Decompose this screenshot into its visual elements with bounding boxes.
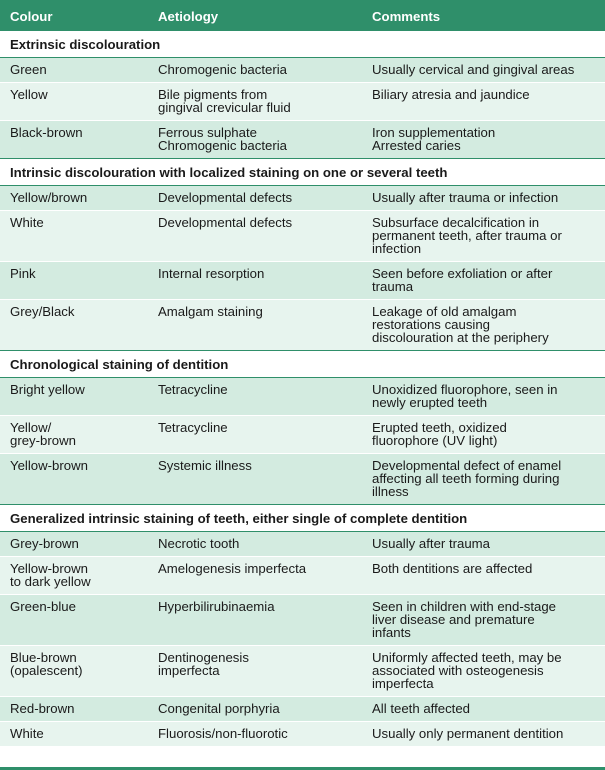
cell-aetiology: Tetracycline — [148, 416, 362, 454]
cell-comments: Usually after trauma — [362, 532, 605, 557]
header-row — [0, 3, 605, 31]
cell-comments: Uniformly affected teeth, may be associated with osteogenesis imperfecta — [362, 646, 605, 697]
cell-comments: Usually after trauma or infection — [362, 186, 605, 211]
table-row — [0, 697, 605, 722]
table-row — [0, 262, 605, 300]
cell-comments: Seen in children with end-stage liver disease and premature infants — [362, 595, 605, 646]
cell-colour: Blue-brown (opalescent) — [0, 646, 148, 697]
cell-colour: Pink — [0, 262, 148, 300]
cell-comments: Biliary atresia and jaundice — [362, 83, 605, 121]
cell-comments: Leakage of old amalgam restorations causing discolouration at the periphery — [362, 300, 605, 351]
cell-colour: Bright yellow — [0, 378, 148, 416]
cell-colour: Yellow-brown to dark yellow — [0, 557, 148, 595]
cell-aetiology: Necrotic tooth — [148, 532, 362, 557]
table-row — [0, 557, 605, 595]
cell-aetiology: Amalgam staining — [148, 300, 362, 351]
cell-comments: Unoxidized fluorophore, seen in newly erupted teeth — [362, 378, 605, 416]
table-row — [0, 722, 605, 747]
section-title: Extrinsic discolouration — [0, 31, 605, 58]
cell-aetiology: Bile pigments from gingival crevicular fluid — [148, 83, 362, 121]
header-comments: Comments — [362, 3, 605, 31]
cell-comments: All teeth affected — [362, 697, 605, 722]
cell-comments: Iron supplementation Arrested caries — [362, 121, 605, 159]
cell-colour: White — [0, 722, 148, 747]
cell-colour: Yellow/brown — [0, 186, 148, 211]
table-row — [0, 186, 605, 211]
cell-aetiology: Dentinogenesis imperfecta — [148, 646, 362, 697]
table-row — [0, 58, 605, 83]
table-row — [0, 595, 605, 646]
header-colour: Colour — [0, 3, 148, 31]
cell-comments: Both dentitions are affected — [362, 557, 605, 595]
cell-colour: Yellow — [0, 83, 148, 121]
tooth-discolouration-table — [0, 3, 605, 746]
cell-aetiology: Amelogenesis imperfecta — [148, 557, 362, 595]
section-title: Generalized intrinsic staining of teeth, either single of complete dentition — [0, 505, 605, 532]
table-row — [0, 300, 605, 351]
section-header-row — [0, 351, 605, 378]
header-aetiology: Aetiology — [148, 3, 362, 31]
table-row — [0, 646, 605, 697]
cell-comments: Erupted teeth, oxidized fluorophore (UV light) — [362, 416, 605, 454]
cell-aetiology: Systemic illness — [148, 454, 362, 505]
section-title: Intrinsic discolouration with localized staining on one or several teeth — [0, 159, 605, 186]
table-row — [0, 532, 605, 557]
cell-aetiology: Developmental defects — [148, 186, 362, 211]
cell-colour: Grey/Black — [0, 300, 148, 351]
cell-colour: Green-blue — [0, 595, 148, 646]
cell-comments: Usually cervical and gingival areas — [362, 58, 605, 83]
section-header-row — [0, 505, 605, 532]
table-row — [0, 416, 605, 454]
cell-colour: Yellow-brown — [0, 454, 148, 505]
section-title: Chronological staining of dentition — [0, 351, 605, 378]
table-row — [0, 83, 605, 121]
cell-colour: Red-brown — [0, 697, 148, 722]
cell-aetiology: Developmental defects — [148, 211, 362, 262]
cell-colour: White — [0, 211, 148, 262]
cell-aetiology: Fluorosis/non-fluorotic — [148, 722, 362, 747]
cell-comments: Seen before exfoliation or after trauma — [362, 262, 605, 300]
cell-colour: Yellow/ grey-brown — [0, 416, 148, 454]
table-row — [0, 454, 605, 505]
cell-aetiology: Congenital porphyria — [148, 697, 362, 722]
table-row — [0, 378, 605, 416]
cell-comments: Subsurface decalcification in permanent teeth, after trauma or infection — [362, 211, 605, 262]
cell-comments: Usually only permanent dentition — [362, 722, 605, 747]
cell-aetiology: Internal resorption — [148, 262, 362, 300]
cell-colour: Black-brown — [0, 121, 148, 159]
cell-colour: Green — [0, 58, 148, 83]
cell-aetiology: Ferrous sulphate Chromogenic bacteria — [148, 121, 362, 159]
section-header-row — [0, 31, 605, 58]
cell-comments: Developmental defect of enamel affecting all teeth forming during illness — [362, 454, 605, 505]
cell-aetiology: Hyperbilirubinaemia — [148, 595, 362, 646]
cell-colour: Grey-brown — [0, 532, 148, 557]
table-row — [0, 211, 605, 262]
table-body — [0, 31, 605, 747]
cell-aetiology: Tetracycline — [148, 378, 362, 416]
section-header-row — [0, 159, 605, 186]
cell-aetiology: Chromogenic bacteria — [148, 58, 362, 83]
table-row — [0, 121, 605, 159]
